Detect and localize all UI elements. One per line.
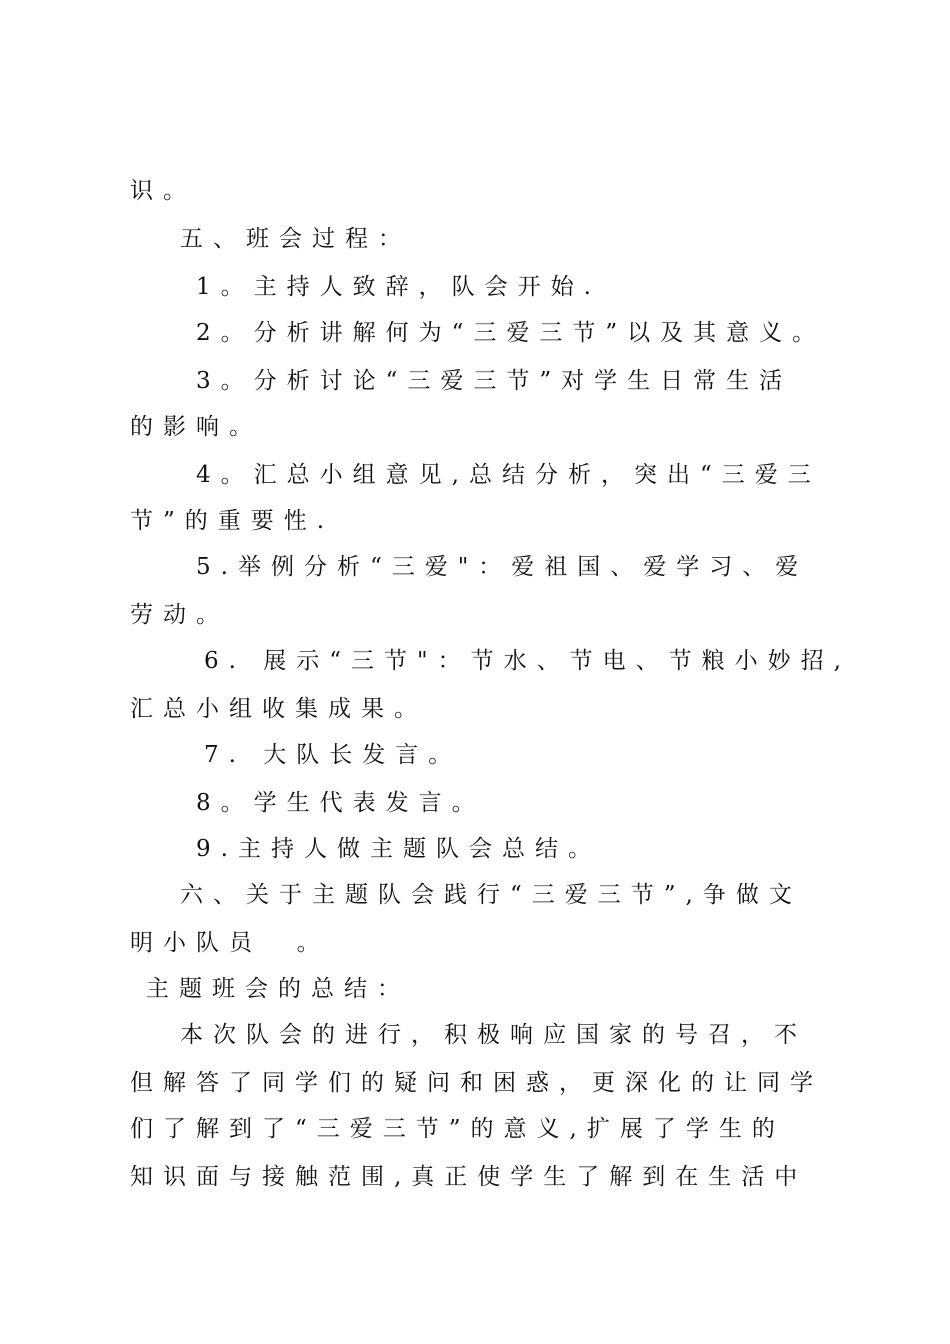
list-item-3-continued: 的影响。: [130, 414, 262, 440]
list-item-3: 3。分析讨论“三爱三节”对学生日常生活: [196, 368, 793, 394]
list-item-4-continued: 节”的重要性.: [130, 508, 335, 534]
summary-heading: 主题班会的总结：: [146, 976, 410, 1002]
list-item-9: 9.主持人做主题队会总结。: [196, 836, 601, 862]
section-heading-practice: 六、关于主题队会践行“三爱三节”,争做文: [180, 882, 802, 908]
section-heading-process: 五、班会过程：: [180, 226, 411, 252]
list-item-2: 2。分析讲解何为“三爱三节”以及其意义。: [196, 320, 826, 346]
summary-paragraph-line-1: 本次队会的进行，积极响应国家的号召，不: [180, 1022, 807, 1048]
list-item-5: 5.举例分析“三爱"：爱祖国、爱学习、爱: [196, 554, 809, 580]
section-heading-practice-continued: 明小队员 。: [130, 930, 330, 956]
list-item-6-continued: 汇总小组收集成果。: [130, 696, 427, 722]
list-item-8: 8。学生代表发言。: [196, 790, 485, 816]
summary-paragraph-line-2: 但解答了同学们的疑问和困惑，更深化的让同学: [130, 1070, 823, 1096]
summary-paragraph-line-4: 知识面与接触范围,真正使学生了解到在生活中: [130, 1164, 808, 1190]
list-item-1: 1。主持人致辞，队会开始.: [196, 274, 601, 300]
list-item-5-continued: 劳动。: [130, 602, 229, 628]
list-item-7: 7. 大队长发言。: [204, 742, 462, 768]
text-line-1: 识。: [130, 178, 196, 204]
list-item-6: 6. 展示“三节"：节水、节电、节粮小妙招,: [204, 648, 851, 674]
summary-paragraph-line-3: 们了解到了“三爱三节”的意义,扩展了学生的: [130, 1116, 785, 1142]
list-item-4: 4。汇总小组意见,总结分析，突出“三爱三: [196, 462, 821, 488]
